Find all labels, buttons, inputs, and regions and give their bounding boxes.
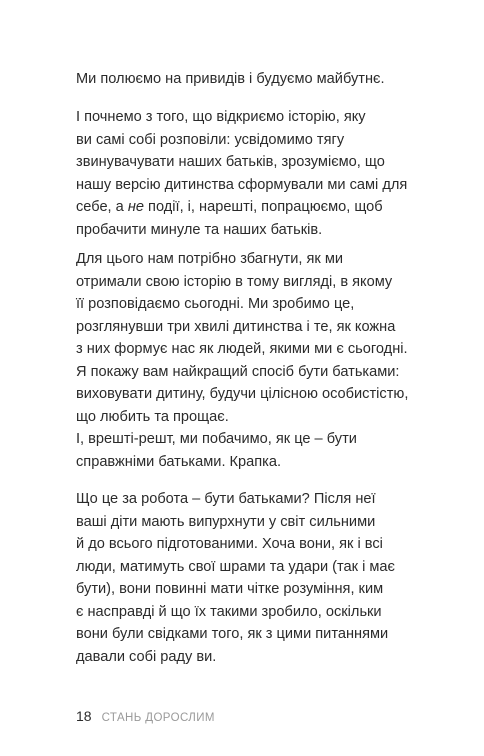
text-line: ваші діти мають випурхнути у світ сильними — [76, 513, 376, 530]
text-line: розглянувши три хвилі дитинства і те, як кожна — [76, 318, 396, 335]
text-fragment: події, і, нарешті, попрацюємо, щоб — [144, 199, 383, 215]
text-line: пробачити минуле та наших батьків. — [76, 221, 323, 238]
page-number: 18 — [76, 708, 92, 724]
text-line: бути), вони повинні мати чітке розуміння, ким — [76, 581, 384, 597]
text-line: справжніми батьками. Крапка. — [76, 453, 282, 470]
text-line: люди, матимуть свої шрами та удари (так і має — [76, 558, 395, 575]
text-line: Я покажу вам найкращий спосіб бути батьками: — [76, 363, 400, 380]
text-line: нашу версію дитинства сформували ми самі для — [76, 176, 408, 193]
paragraph-4 — [76, 428, 436, 473]
text-line: І, врешті-решт, ми побачимо, як це – бути — [76, 431, 357, 447]
text-line: Для цього нам потрібно збагнути, як ми — [76, 251, 344, 267]
text-fragment: себе, а — [76, 199, 128, 215]
text-line: є насправді й що їх такими зробило, оскільки — [76, 603, 382, 620]
text-line: звинувачувати наших батьків, зрозуміємо, що — [76, 154, 385, 170]
text-line: вони були свідками того, як з цими питаннями — [76, 626, 389, 642]
text-line: давали собі раду ви. — [76, 648, 217, 665]
text-line: що любить та прощає. — [76, 408, 229, 425]
emphasis-word: не — [127, 199, 144, 215]
paragraph-3 — [76, 248, 436, 428]
text-line: й до всього підготованими. Хоча вони, як і всі — [76, 536, 383, 552]
running-title: СТАНЬ ДОРОСЛИМ — [101, 712, 215, 724]
text-line: Що це за робота – бути батьками? Після неї — [76, 491, 376, 507]
text-line: ви самі собі розповіли: усвідомимо тягу — [76, 131, 345, 148]
text-line: Ми полюємо на привидів і будуємо майбутнє. — [76, 71, 385, 87]
paragraph-2 — [76, 106, 436, 241]
text-line: І почнемо з того, що відкриємо історію, яку — [76, 109, 366, 125]
paragraph-1 — [76, 68, 436, 91]
text-line: її розповідаємо сьогодні. Ми зробимо це, — [76, 296, 355, 312]
paragraph-5 — [76, 488, 436, 668]
page-footer — [76, 708, 215, 728]
text-line — [76, 196, 436, 219]
text-line: отримали свою історію в тому вигляді, в якому — [76, 273, 393, 290]
text-line: з них формує нас як людей, якими ми є сьогодні. — [76, 341, 408, 357]
text-line: виховувати дитину, будучи цілісною особистістю, — [76, 386, 409, 402]
